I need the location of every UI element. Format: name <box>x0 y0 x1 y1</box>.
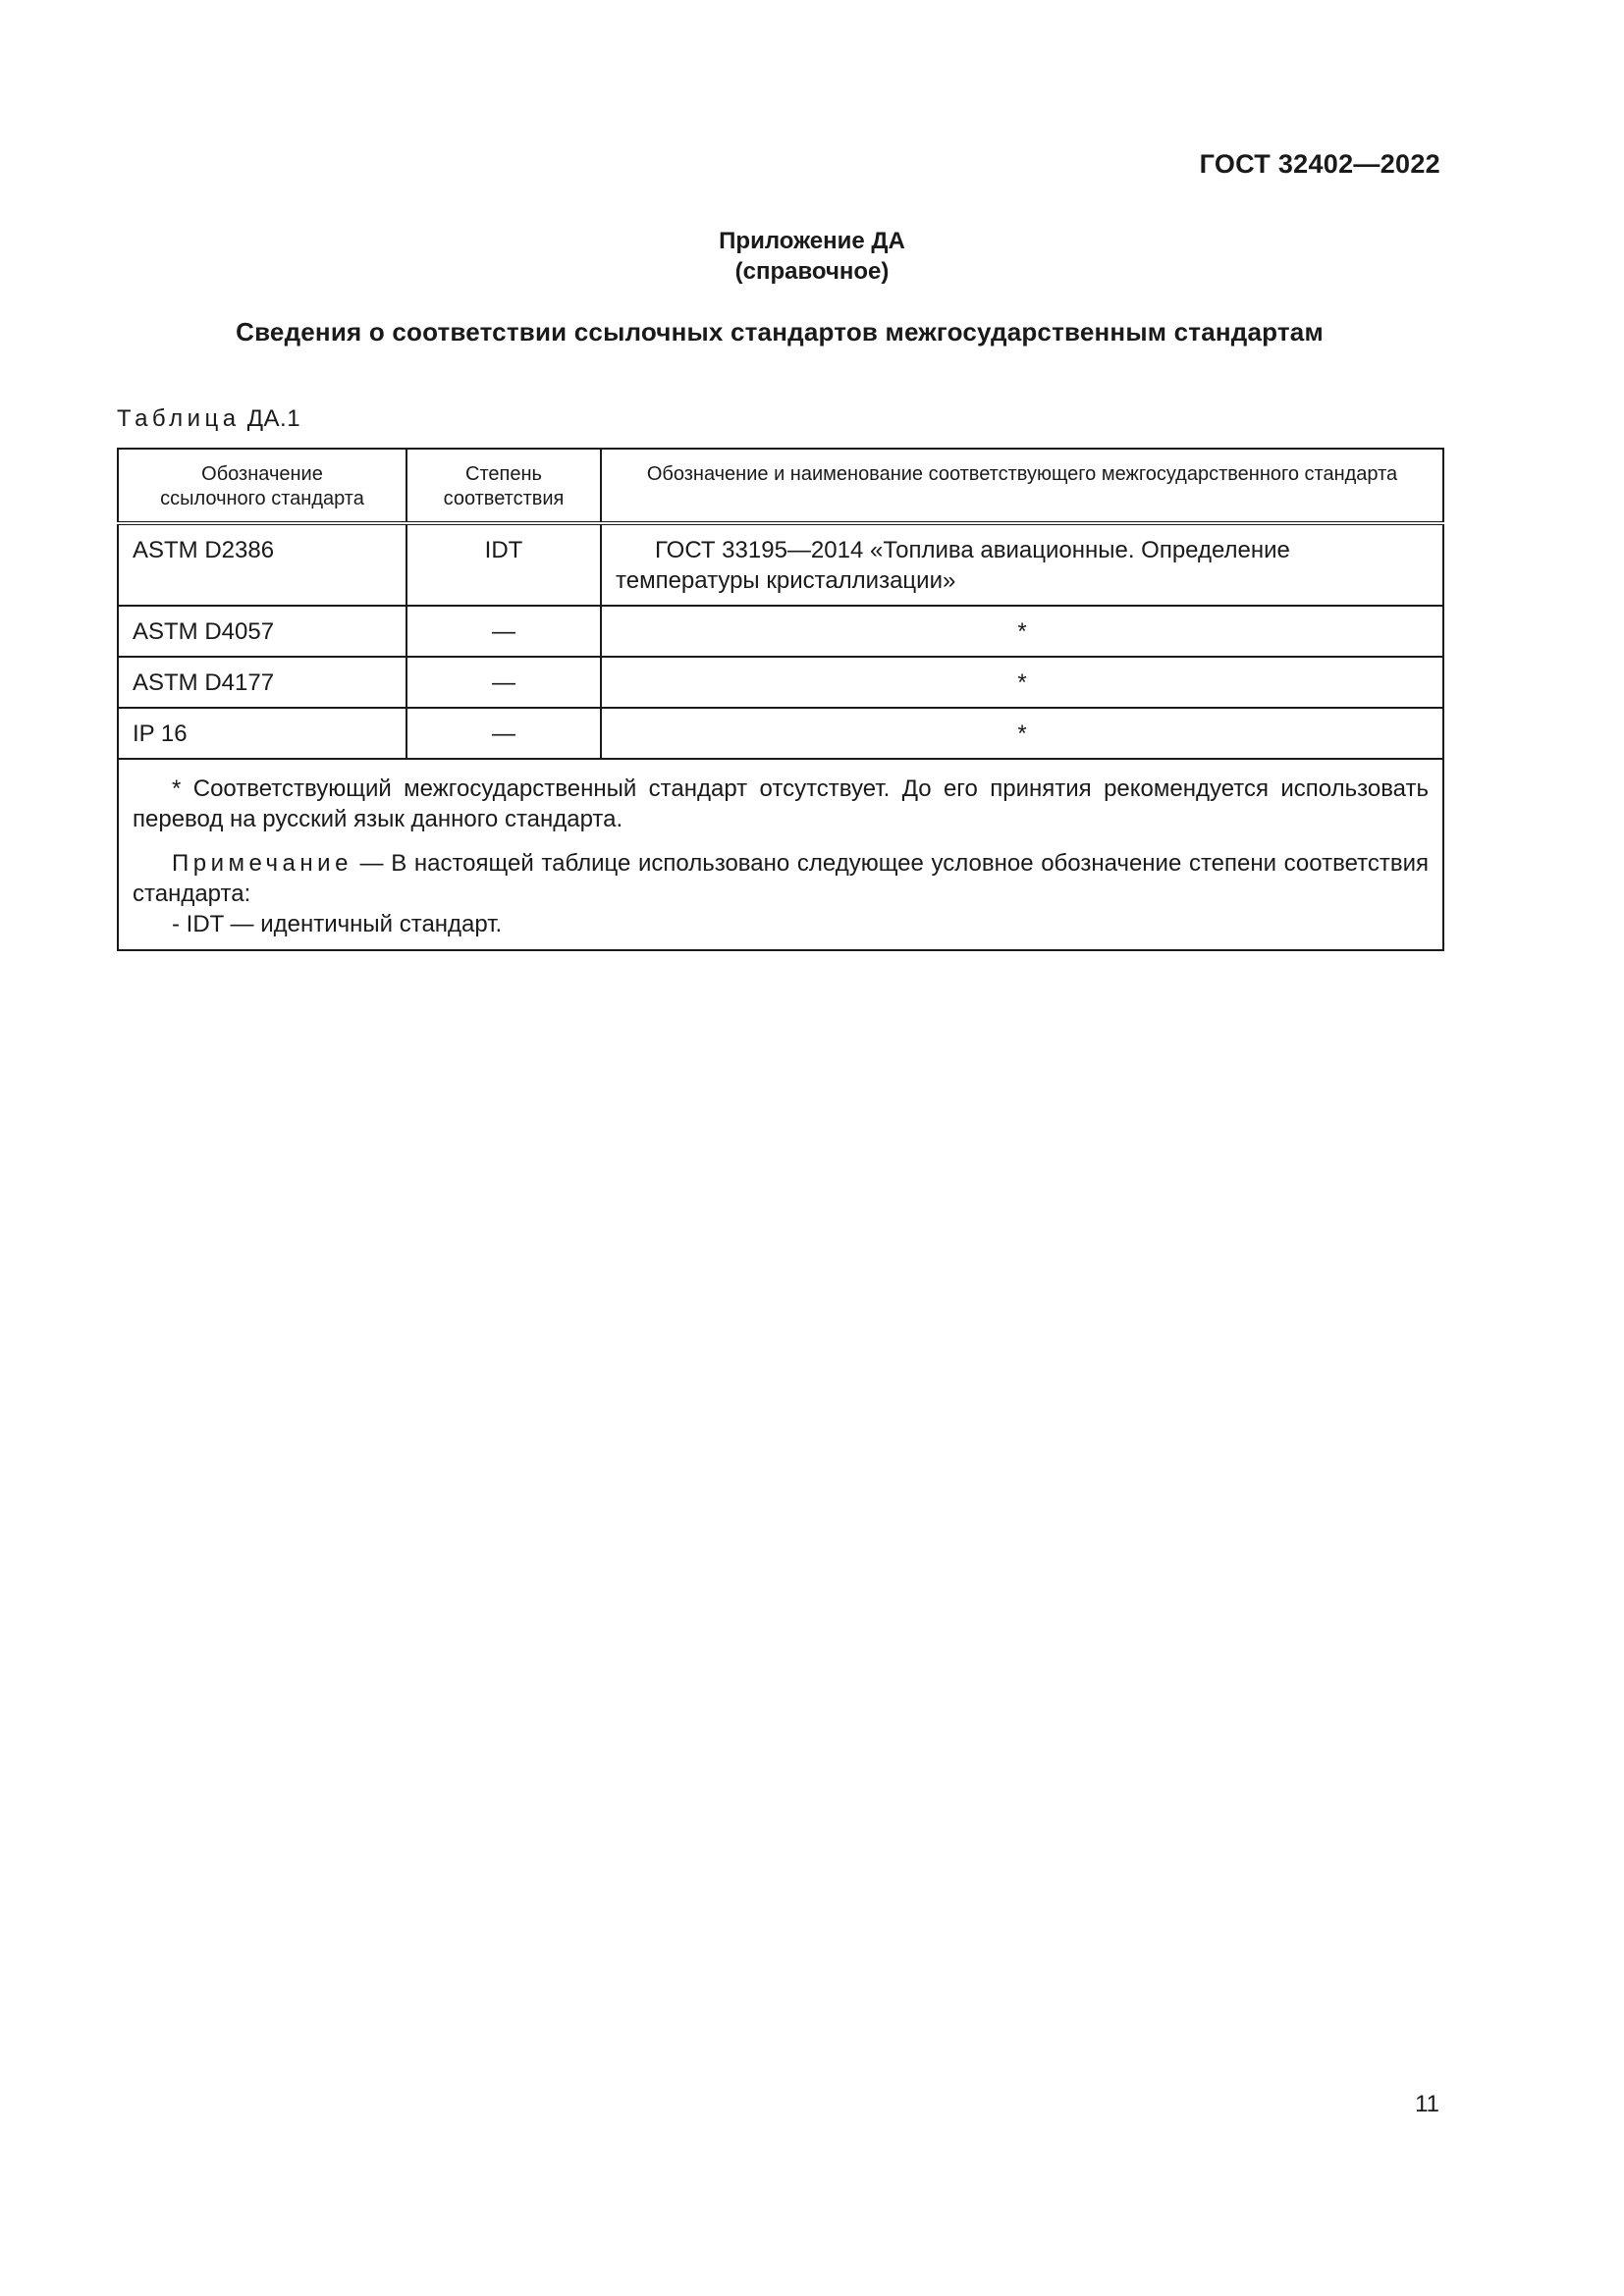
cell-degree: — <box>406 606 601 657</box>
table-note <box>133 848 1429 909</box>
reference-standards-table <box>117 448 1444 951</box>
appendix-title: Приложение ДА <box>719 228 905 254</box>
table-row <box>118 657 1443 708</box>
table-header-row <box>118 449 1443 523</box>
cell-ref: ASTM D4177 <box>118 657 406 708</box>
cell-ref: ASTM D4057 <box>118 606 406 657</box>
cell-ref: IP 16 <box>118 708 406 759</box>
cell-degree: IDT <box>406 523 601 606</box>
cell-interstate: * <box>601 708 1443 759</box>
table-footnote: * Соответствующий межгосударственный стандарт отсутствует. До его принятия рекомендуется использовать перевод на русский язык данного стандарта. <box>133 775 1429 832</box>
table-row <box>118 523 1443 606</box>
column-header-degree: Степень соответствия <box>406 449 601 523</box>
cell-degree: — <box>406 657 601 708</box>
cell-ref: ASTM D2386 <box>118 523 406 606</box>
column-header-ref: Обозначение ссылочного стандарта <box>118 449 406 523</box>
appendix-subtitle: (справочное) <box>734 258 890 285</box>
column-header-interstate: Обозначение и наименование соответствующего межгосударственного стандарта <box>601 449 1443 523</box>
note-text: — В настоящей таблице использовано следующее условное обозначение степени соответствия стандарта: <box>133 850 1429 907</box>
cell-degree: — <box>406 708 601 759</box>
table-notes-cell <box>118 759 1443 950</box>
document-code: ГОСТ 32402—2022 <box>1199 149 1440 179</box>
table-caption-word: Таблица <box>117 405 241 432</box>
page-number: 11 <box>1415 2091 1439 2117</box>
cell-interstate: * <box>601 606 1443 657</box>
note-label: Примечание <box>172 850 352 877</box>
section-title: Сведения о соответствии ссылочных стандартов межгосударственным стандартам <box>236 317 1324 347</box>
table-row <box>118 606 1443 657</box>
note-item: - IDT — идентичный стандарт. <box>172 911 503 937</box>
cell-interstate-text: ГОСТ 33195—2014 «Топлива авиационные. Определение температуры кристаллизации» <box>616 537 1290 594</box>
table-caption-number: ДА.1 <box>246 405 301 432</box>
appendix-heading <box>0 226 1624 287</box>
table-caption <box>117 405 300 433</box>
cell-interstate: * <box>601 657 1443 708</box>
table-row <box>118 708 1443 759</box>
cell-interstate <box>601 523 1443 606</box>
table-notes-row <box>118 759 1443 950</box>
